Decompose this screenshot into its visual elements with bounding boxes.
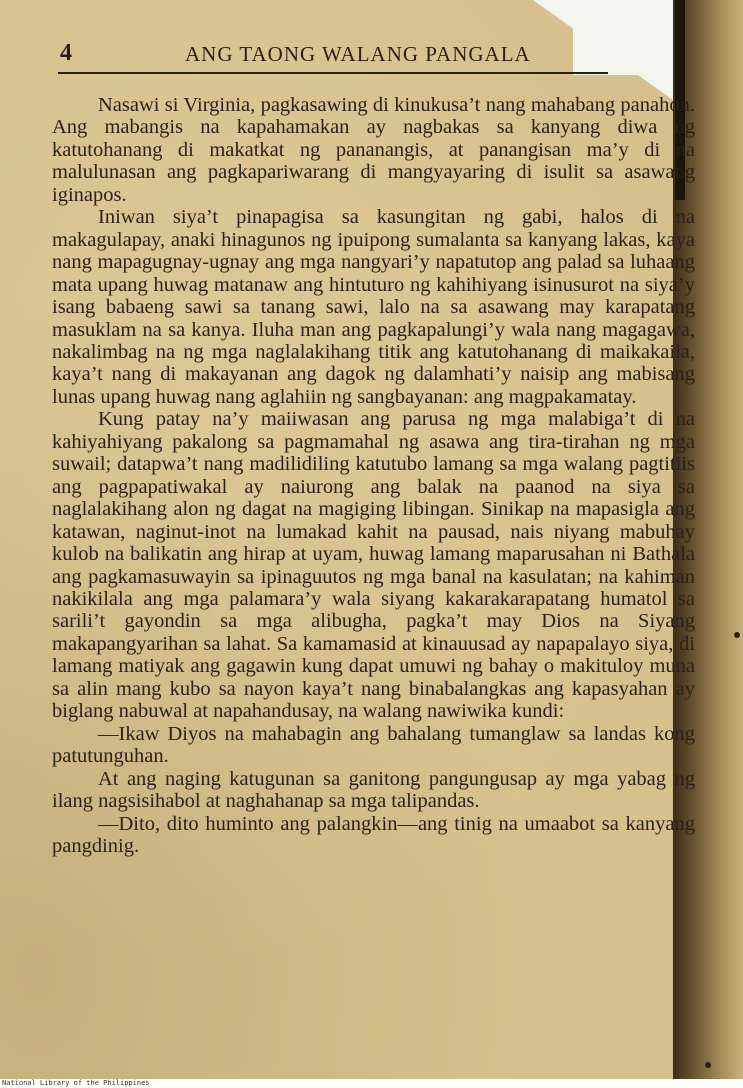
footer-credit: National Library of the Philippines [2,1079,150,1087]
page-header [60,40,600,74]
paragraph: Kung patay na’y maiiwasan ang parusa ng mga malabiga’t di na kahiyahiyang pakalong sa pagmamahal ng asawa ang tira-tirahan ng mga suwail; datapwa’t nang madilidiling katutubo lamang sa mga walang pagtitiis ang pagpapatiwakal ay naiurong ang balak na paanod na siya sa naglalakihang alon ng dagat na magiging libingan. Sinikap na mapasigla ang katawan, naginut-inot na lumakad kahit na pausad, nais niyang mabuhay kulob na balikatin ang hirap at uyam, huwag lamang maparusahan ni Bathala ang pagkamasuwayin sa ipinaguutos ng mga banal na kasulatan; na kahiman nakikilala ang mga palamara’y wala siyang kakarakarapatang humatol sa sarili’t gayondin sa mga alibugha, pagka’t may Dios na Siyang makapangyarihan sa lahat. Sa kamamasid at kinauusad ay napapalayo siya, di lamang matiyak ang gagawin kung dapat umuwi ng bahay o makituloy muna sa alin mang kubo sa nayon kaya’t nang binabalangkas ang kapasyahan ay biglang nabuwal at napahandusay, na walang nawiwika kundi: [52,408,695,723]
paragraph: Nasawi si Virginia, pagkasawing di kinukusa’t nang mahabang panahon. Ang mabangis na kapahamakan ay nagbakas sa kanyang diwa ng katutohanang di makatkat ng pananangis, at panangisan ma’y di na malulunasan ang pagkapariwarang di mangyayaring di isulit sa asawang iginapos. [52,94,695,206]
running-title: ANG TAONG WALANG PANGALA [185,42,531,66]
page-number: 4 [60,40,72,66]
paragraph: Iniwan siya’t pinapagisa sa kasungitan ng gabi, halos di na makagulapay, anaki hinagunos ng ipuipong sumalanta sa kanyang lakas, kaya nang mapagugnay-ugnay ang mga nangyari’y napatutop ang palad sa luhaang mata upang huwag matanaw ang hintuturo ng kahihiyang isinusurot na siya’y isang babaeng sawi sa tanang sawi, lalo na sa asawang may karapatang masuklam na sa kanya. Iluha man ang pagkapalungi’y wala nang magagawa, nakalimbag na ng mga naglalakihang titik ang katutohanang di maikakaila, kaya’t nang di makayanan ang dagok ng dalamhati’y naisip ang mabisang lunas upang huwag nang aglahiin ng sangbayanan: ang magpakamatay. [52,206,695,408]
header-rule [58,72,608,74]
paragraph: At ang naging katugunan sa ganitong pangungusap ay mga yabag ng ilang nagsisihabol at naghahanap sa mga talipandas. [52,767,695,813]
paragraph: —Ikaw Diyos na mahabagin ang bahalang tumanglaw sa landas kong patutunguhan. [52,722,695,768]
paragraph: —Dito, dito huminto ang palangkin—ang tinig na umaabot sa kanyang pangdinig. [52,812,695,857]
ink-spot [734,632,740,638]
ink-spot [705,1062,711,1068]
body-text [52,94,695,857]
